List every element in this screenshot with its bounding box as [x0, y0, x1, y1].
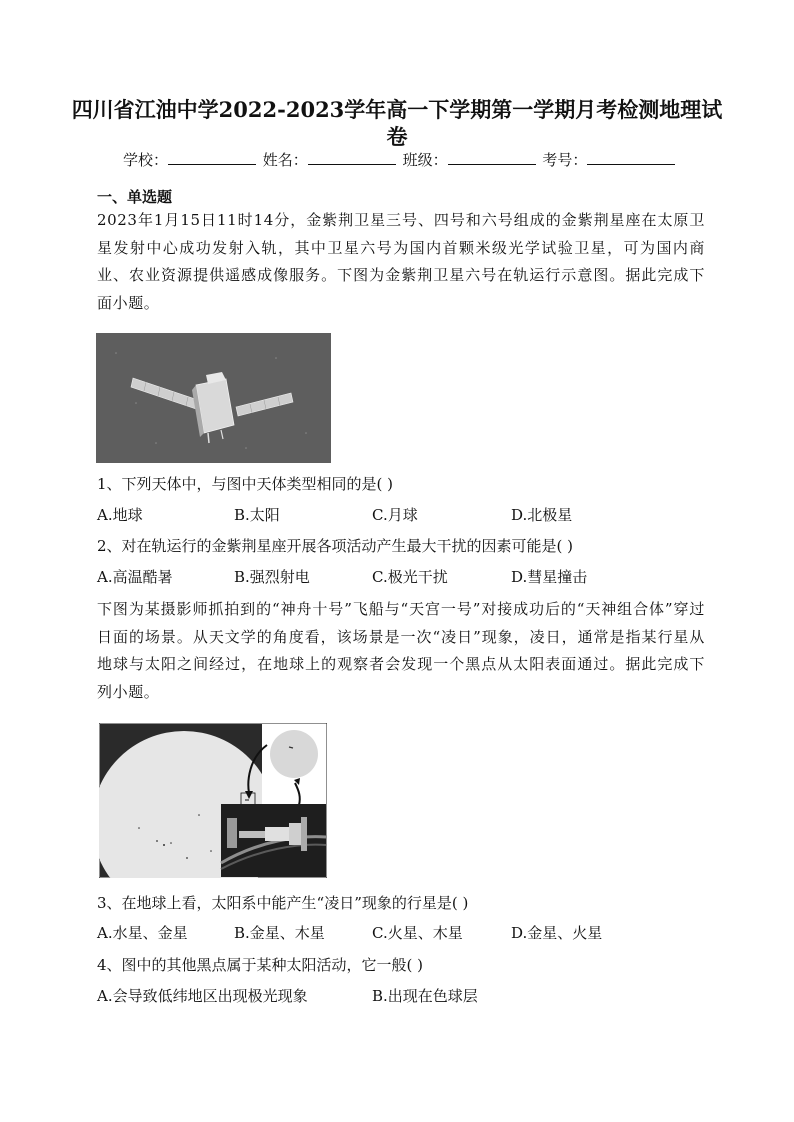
q1-option-a: A.地球 [97, 506, 143, 524]
q3-option-b: B.金星、木星 [234, 924, 325, 942]
name-label: 姓名： [262, 151, 308, 169]
passage-2: 下图为某摄影师抓拍到的“神舟十号”飞船与“天宫一号”对接成功后的“天神组合体”穿过日面的场景。从天文学的角度看，该场景是一次“凌日”现象，凌日，通常是指某行星从地球与太阳之间经过，在地球上的观察者会发现一个黑点从太阳表面通过。据此完成下列小题。 [97, 600, 705, 701]
exam-number-label: 考号： [542, 151, 588, 169]
question-2-stem: 2、对在轨运行的金紫荆星座开展各项活动产生最大干扰的因素可能是( ) [97, 537, 574, 555]
satellite-image [96, 333, 331, 463]
q1-option-d: D.北极星 [511, 506, 573, 524]
q3-option-c: C.火星、木星 [372, 924, 463, 942]
question-1-stem: 1、下列天体中，与图中天体类型相同的是( ) [97, 475, 394, 493]
q2-option-a: A.高温酷暑 [97, 568, 173, 586]
q1-option-b: B.太阳 [234, 506, 280, 524]
class-label: 班级： [402, 151, 448, 169]
q4-option-b: B.出现在色球层 [372, 987, 478, 1005]
q1-option-c: C.月球 [372, 506, 418, 524]
q2-option-d: D.彗星撞击 [511, 568, 588, 586]
q3-option-a: A.水星、金星 [97, 924, 188, 942]
passage-1: 2023年1月15日11时14分，金紫荆卫星三号、四号和六号组成的金紫荆星座在太原卫星发射中心成功发射入轨，其中卫星六号为国内首颗米级光学试验卫星，可为国内商业、农业资源提供遥感成像服务。下图为金紫荆卫星六号在轨运行示意图。据此完成下面小题。 [97, 211, 705, 312]
name-blank [308, 150, 396, 165]
student-info-fields [123, 150, 677, 170]
school-blank [168, 150, 256, 165]
class-blank [448, 150, 536, 165]
section-heading: 一、单选题 [97, 188, 173, 206]
sun-transit-image [99, 723, 327, 878]
q3-option-d: D.金星、火星 [511, 924, 603, 942]
q2-option-c: C.极光干扰 [372, 568, 448, 586]
question-4-stem: 4、图中的其他黑点属于某种太阳活动，它一般( ) [97, 956, 424, 974]
school-label: 学校： [123, 151, 169, 169]
exam-number-blank [587, 150, 675, 165]
q2-option-b: B.强烈射电 [234, 568, 310, 586]
exam-title-line2: 卷 [386, 124, 408, 149]
q4-option-a: A.会导致低纬地区出现极光现象 [97, 987, 308, 1005]
exam-title-line1: 四川省江油中学2022-2023学年高一下学期第一学期月考检测地理试 [71, 97, 723, 122]
question-3-stem: 3、在地球上看，太阳系中能产生“凌日”现象的行星是( ) [97, 894, 469, 912]
